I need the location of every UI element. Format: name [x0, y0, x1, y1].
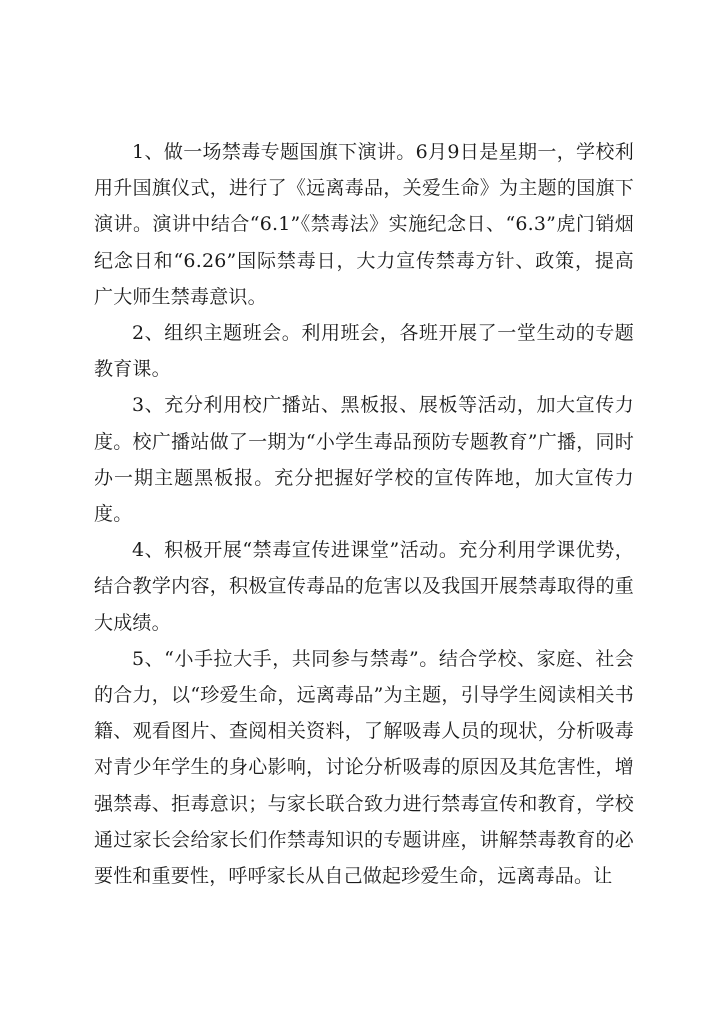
document-body [94, 134, 634, 894]
paragraph-3: 3、充分利用校广播站、黑板报、展板等活动，加大宣传力度。校广播站做了一期为“小学生毒品预防专题教育”广播，同时办一期主题黑板报。充分把握好学校的宣传阵地，加大宣传力度。 [94, 394, 634, 526]
paragraph-4: 4、积极开展“禁毒宣传进课堂”活动。充分利用学课优势，结合教学内容，积极宣传毒品的危害以及我国开展禁毒取得的重大成绩。 [94, 539, 634, 634]
paragraph-1: 1、做一场禁毒专题国旗下演讲。6月9日是星期一，学校利用升国旗仪式，进行了《远离毒品，关爱生命》为主题的国旗下演讲。演讲中结合“6.1”《禁毒法》实施纪念日、“6.3”虎门销烟纪念日和“6.26”国际禁毒日，大力宣传禁毒方针、政策，提高广大师生禁毒意识。 [94, 141, 634, 308]
paragraph-5: 5、“小手拉大手，共同参与禁毒”。结合学校、家庭、社会的合力，以“珍爱生命，远离毒品”为主题，引导学生阅读相关书籍、观看图片、查阅相关资料，了解吸毒人员的现状，分析吸毒对青少年学生的身心影响，讨论分析吸毒的原因及其危害性，增强禁毒、拒毒意识；与家长联合致力进行禁毒宣传和教育，学校通过家长会给家长们作禁毒知识的专题讲座，讲解禁毒教育的必要性和重要性，呼呼家长从自己做起珍爱生命，远离毒品。让 [94, 647, 634, 888]
paragraph-2: 2、组织主题班会。利用班会，各班开展了一堂生动的专题教育课。 [94, 322, 634, 381]
